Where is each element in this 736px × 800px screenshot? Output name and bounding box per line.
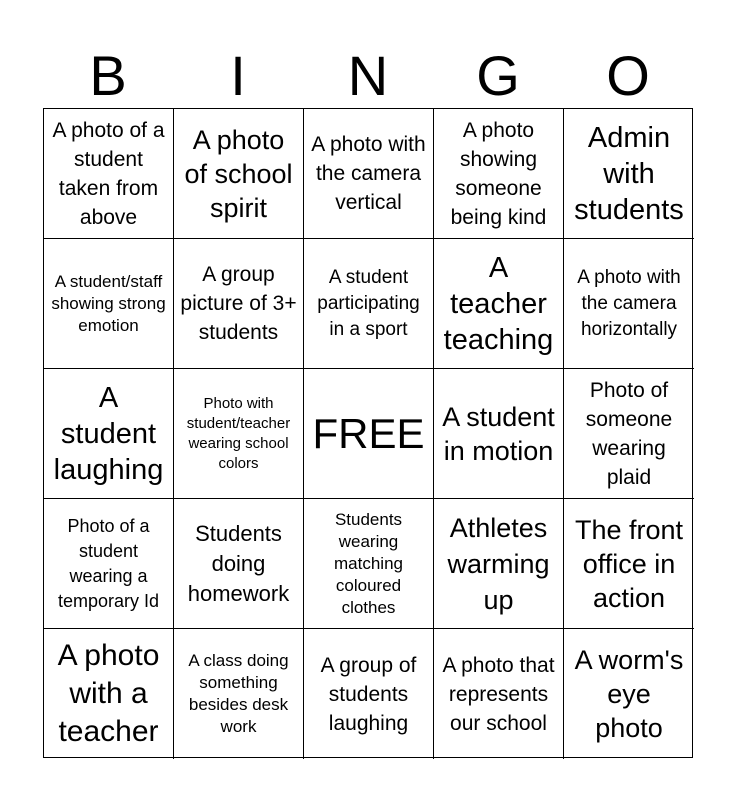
bingo-cell-free[interactable] [304,369,434,499]
cell-text: A student laughing [53,381,164,486]
bingo-cell-r2c4[interactable] [434,239,564,369]
free-space-text: FREE [312,409,425,457]
cell-text: Photo of someone wearing plaid [585,378,673,489]
header-letter-b: B [89,44,127,107]
bingo-cell-r5c3[interactable] [304,629,434,759]
cell-text: Photo of a student wearing a temporary Id [57,515,160,611]
cell-text: A group of students laughing [320,653,417,735]
bingo-cell-r1c3[interactable] [304,109,434,239]
cell-text: Athletes warming up [447,512,550,615]
cell-text: Students doing homework [187,520,290,606]
cell-text: A photo of a student taken from above [52,118,165,229]
bingo-cell-r2c5[interactable] [564,239,694,369]
bingo-cell-r3c5[interactable] [564,369,694,499]
bingo-cell-r5c2[interactable] [174,629,304,759]
bingo-cell-r4c3[interactable] [304,499,434,629]
header-letter-i: I [230,44,246,107]
cell-text: Admin with students [574,121,684,226]
bingo-cell-r4c4[interactable] [434,499,564,629]
cell-text: A teacher teaching [443,251,554,356]
bingo-cell-r1c5[interactable] [564,109,694,239]
bingo-cell-r3c4[interactable] [434,369,564,499]
bingo-cell-r4c1[interactable] [44,499,174,629]
header-letter-o: O [606,44,650,107]
bingo-cell-r1c1[interactable] [44,109,174,239]
bingo-board [43,108,693,758]
cell-text: A student/staff showing strong emotion [51,271,166,335]
cell-text: A worm's eye photo [574,645,684,743]
cell-text: A photo with the camera horizontally [577,266,681,340]
cell-text: The front office in action [574,514,684,613]
bingo-cell-r4c5[interactable] [564,499,694,629]
bingo-cell-r1c4[interactable] [434,109,564,239]
bingo-cell-r4c2[interactable] [174,499,304,629]
bingo-cell-r3c2[interactable] [174,369,304,499]
bingo-cell-r1c2[interactable] [174,109,304,239]
cell-text: A class doing something besides desk work [188,651,289,736]
cell-text: A photo with the camera vertical [311,133,426,214]
cell-text: A photo with a teacher [57,639,160,748]
bingo-cell-r5c4[interactable] [434,629,564,759]
bingo-cell-r2c1[interactable] [44,239,174,369]
cell-text: A student in motion [442,401,555,466]
cell-text: A photo of school spirit [184,124,293,223]
cell-text: Photo with student/teacher wearing school colors [186,394,291,472]
cell-text: A group picture of 3+ students [180,263,297,344]
cell-text: Students wearing matching coloured clothes [334,509,403,617]
bingo-header [43,44,693,108]
bingo-cell-r2c3[interactable] [304,239,434,369]
cell-text: A student participating in a sport [317,266,420,340]
header-letter-n: N [347,44,389,107]
bingo-cell-r5c5[interactable] [564,629,694,759]
header-letter-g: G [476,44,520,107]
bingo-cell-r2c2[interactable] [174,239,304,369]
cell-text: A photo that represents our school [442,653,555,735]
bingo-cell-r3c1[interactable] [44,369,174,499]
cell-text: A photo showing someone being kind [450,118,547,229]
bingo-cell-r5c1[interactable] [44,629,174,759]
